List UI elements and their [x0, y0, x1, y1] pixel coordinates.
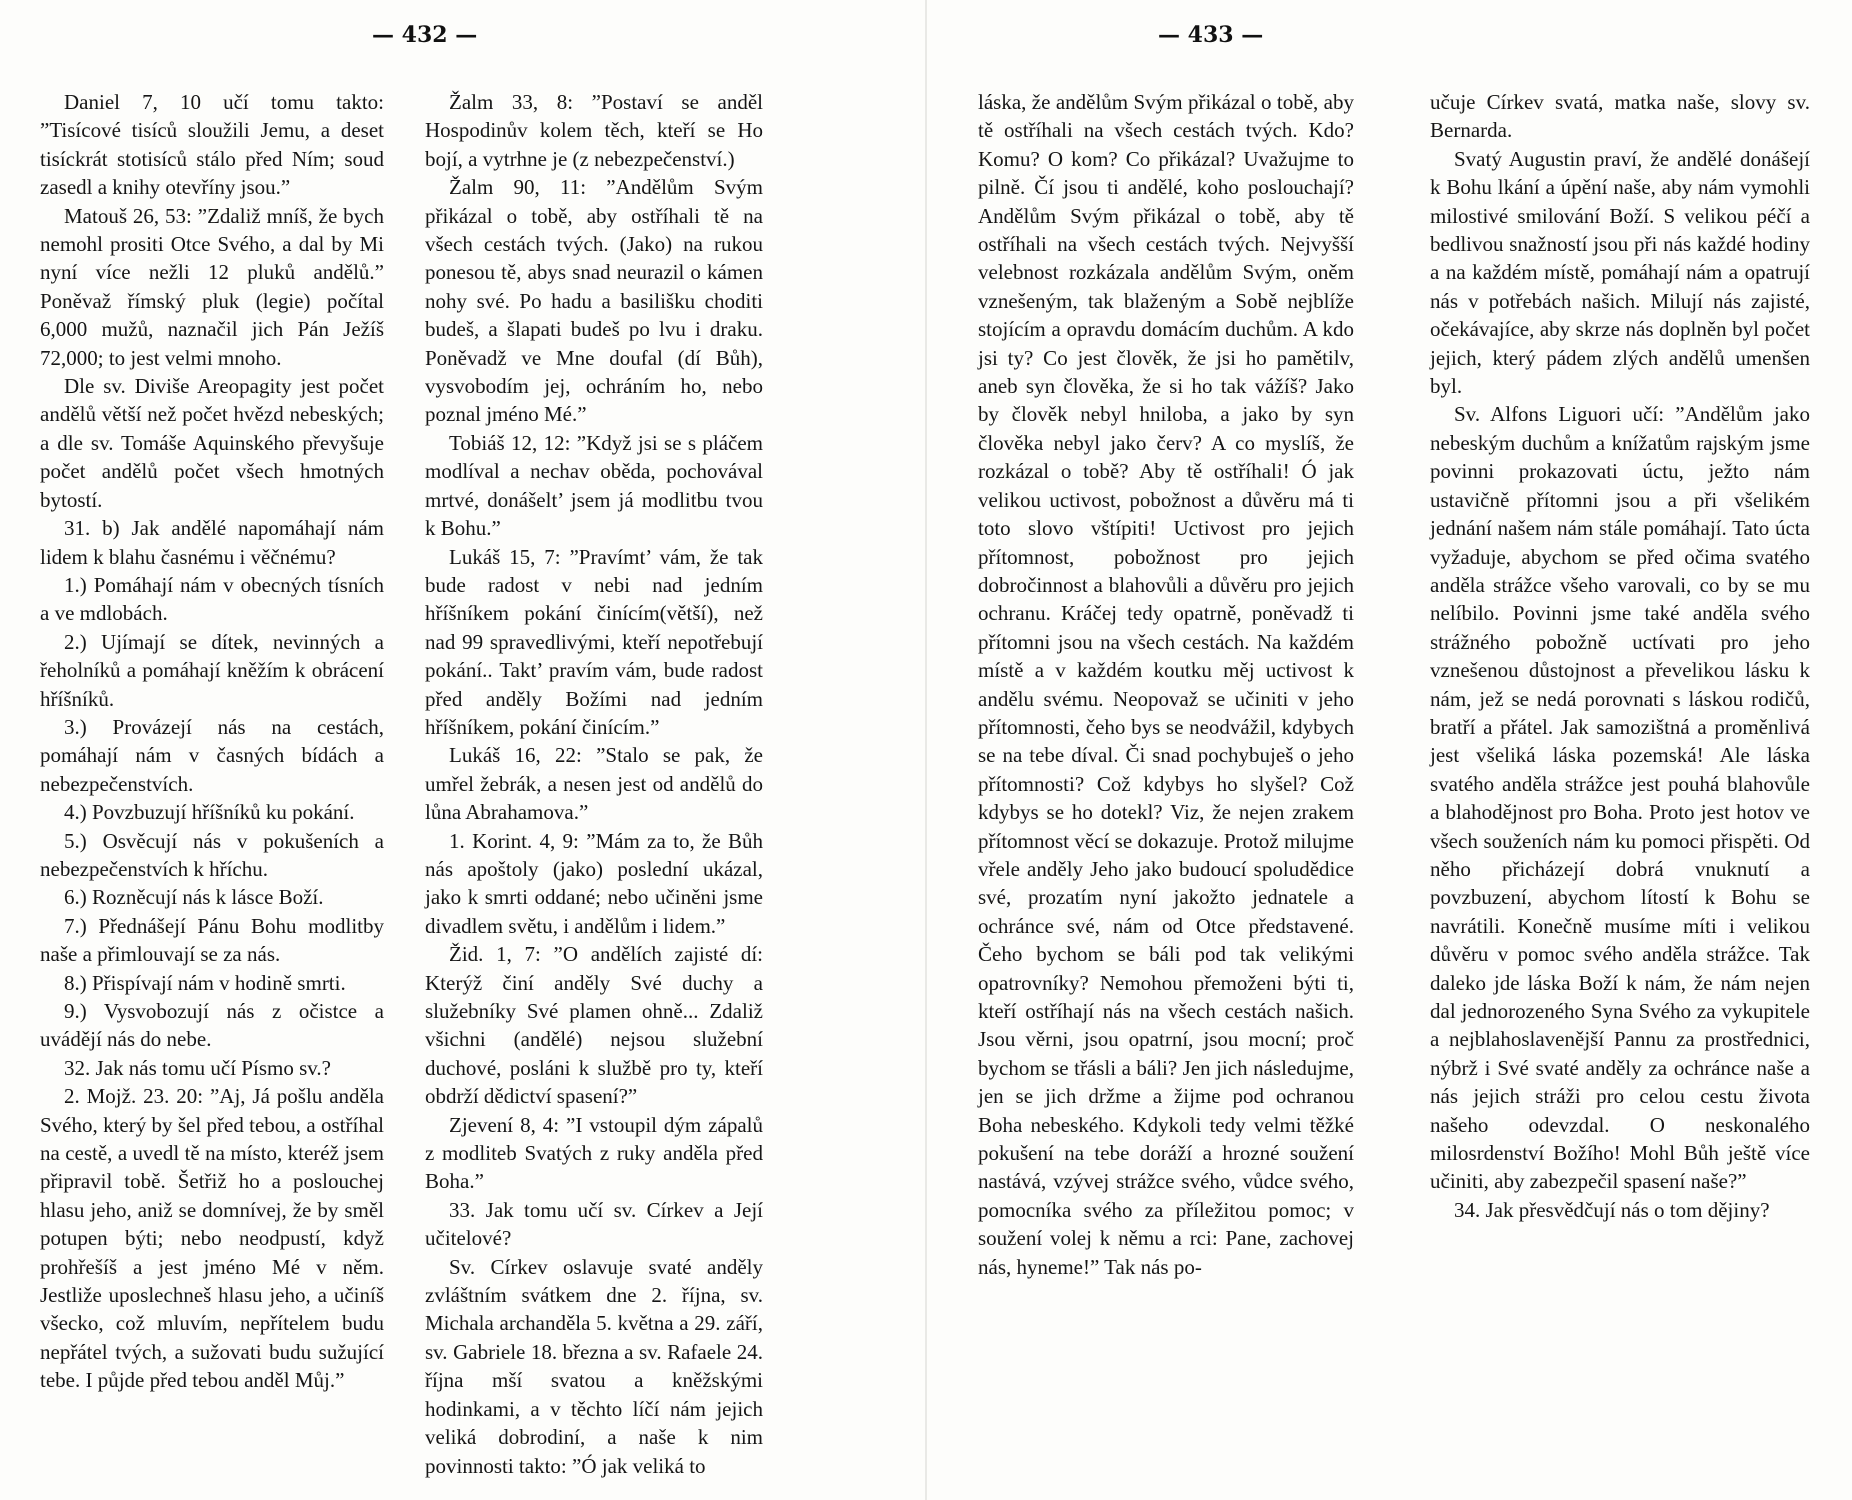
book-gutter	[925, 0, 927, 1500]
paragraph: Sv. Církev oslavuje svaté anděly zvláštním svátkem dne 2. října, sv. Michala archanděla 5. května a 29. září, sv. Gabriele 18. března a sv. Rafaele 24. října mší svatou a kněžskými hodinkami, a v těchto líčí nám jejich veliká dobrodiní, a naše k nim povinnosti takto: ”Ó jak veliká to	[425, 1254, 763, 1478]
question-heading: 33. Jak tomu učí sv. Církev a Její učitelové?	[425, 1197, 763, 1251]
list-item: 7.) Přednášejí Pánu Bohu modlitby naše a přimlouvají se za nás.	[40, 913, 384, 967]
paragraph: Dle sv. Diviše Areopagity jest počet andělů větší než počet hvězd nebeských; a dle sv. Tomáše Aquinského převyšuje počet andělů počet všech hmotných bytostí.	[40, 374, 384, 512]
column-3	[978, 88, 1354, 1281]
column-1	[40, 88, 384, 1395]
list-item: 1.) Pomáhají nám v obecných tísních a ve mdlobách.	[40, 572, 384, 626]
paragraph: Matouš 26, 53: ”Zdaliž mníš, že bych nemohl prositi Otce Svého, a dal by Mi nyní více nežli 12 pluků andělů.” Poněvaž římský pluk (legie) počítal 6,000 mužů, naznačil jich Pán Ježíš 72,000; to jest velmi mnoho.	[40, 203, 384, 370]
paragraph: Žid. 1, 7: ”O andělích zajisté dí: Kterýž činí anděly Své duchy a služebníky Své plamen ohně... Zdaliž všichni (andělé) nejsou služební duchové, posláni k službě pro ty, kteří obdrží dědictví spasení?”	[425, 942, 763, 1109]
column-2	[425, 88, 763, 1480]
question-heading: 34. Jak přesvědčují nás o tom dějiny?	[1454, 1197, 1770, 1222]
list-item: 8.) Přispívají nám v hodině smrti.	[64, 970, 346, 995]
paragraph: učuje Církev svatá, matka naše, slovy sv. Bernarda.	[1430, 90, 1810, 143]
paragraph: Lukáš 16, 22: ”Stalo se pak, že umřel žebrák, a nesen jest od andělů do lůna Abrahamova.”	[425, 743, 763, 825]
paragraph: Žalm 90, 11: ”Andělům Svým přikázal o tobě, aby ostříhali tě na všech cestách tvých. (Jako) na rukou ponesou tě, abys snad neurazil o kámen nohy své. Po hadu a basilišku choditi budeš, a šlapati budeš po lvu i draku. Poněvadž ve Mne doufal (dí Bůh), vysvobodím jej, ochráním ho, nebo poznal jméno Mé.”	[425, 175, 763, 427]
list-item: 9.) Vysvobozují nás z očistce a uvádějí nás do nebe.	[40, 999, 384, 1052]
paragraph: 2. Mojž. 23. 20: ”Aj, Já pošlu anděla Svého, který by šel před tebou, a ostříhal na cestě, a uvedl tě na místo, kteréž jsem připravil tobě. Šetřiž ho a poslouchej hlasu jeho, aniž se domnívej, že by směl potupen býti; nebo neodpustí, když prohřešíš a jest jméno Mé v něm. Jestliže uposlechneš hlasu jeho, a učiníš všecko, což mluvím, nepřítelem budu nepřátel tvých, a sužovati budu sužující tebe. I půjde před tebou anděl Můj.”	[40, 1084, 384, 1393]
list-item: 4.) Povzbuzují hříšníků ku pokání.	[64, 800, 355, 825]
list-item: 3.) Provázejí nás na cestách, pomáhají nám v časných bídách a nebezpečenstvích.	[40, 714, 384, 796]
list-item: 5.) Osvěcují nás v pokušeních a nebezpečenstvích k hříchu.	[40, 828, 384, 881]
paragraph: Tobiáš 12, 12: ”Když jsi se s pláčem modlíval a nechav oběda, pochovával mrtvé, donášelt’ jsem já modlitbu tvou k Bohu.”	[425, 430, 763, 541]
paragraph: Sv. Alfons Liguori učí: ”Andělům jako nebeským duchům a knížatům rajským jsme povinni prokazovati úctu, ježto nám ustavičně přítomni jsou a při všelikém jednání našem nám stále pomáhají. Tato úcta vyžaduje, abychom se před očima svatého anděla strážce všeho varovali, co by se mu nelíbilo. Povinni jsme také anděla svého strážného pobožně uctívati pro jeho vznešenou důstojnost a převelikou lásku k nám, jež se nedá porovnati s láskou rodičů, bratří a přátel. Jak samozištná a proměnlivá jest všeliká láska pozemská! Ale láska svatého anděla strážce jest pouhá blahovůle a blahodějnost pro Boha. Proto jest hotov ve všech souženích nám ku pomoci přispěti. Od něho přicházejí dobrá vnuknutí a povzbuzení, abychom lítostí k Bohu se navrátili. Konečně musíme míti i velikou důvěru v pomoc svého anděla strážce. Tak daleko jde láska Boží k nám, že nám nejen dal jednorozeného Syna Svého za vykupitele a nejblahoslavenější Pannu za prostřednici, nýbrž i Své svaté anděly za ochránce naše a nás jejich stráži pro celou cestu života našeho odevzdal. O neskonalého milosrdenství Božího! Mohl Bůh ještě více učiniti, aby zabezpečil spasení naše?”	[1430, 402, 1810, 1194]
page-number-left: — 432 —	[372, 22, 478, 48]
paragraph: láska, že andělům Svým přikázal o tobě, aby tě ostříhali na všech cestách tvých. Kdo? Komu? O kom? Co přikázal? Uvažujme to pilně. Čí jsou ti andělé, koho poslouchají? Andělům Svým přikázal o tobě, aby tě ostříhali na všech cestách tvých. Nejvyšší velebnost rozkázala andělům Svým, oněm vznešeným, tak blaženým a Sobě nejblíže stojícím a opravdu domácím duchům. A kdo jsi ty? Co jest člověk, že jsi ho pamětilv, aneb syn člověka, že si ho tak vážíš? Jako by člověk nebyl hniloba, a jako by syn člověka nebyl jako červ? A co myslíš, že rozkázal o tobě? Aby tě ostříhali! Ó jak velikou uctivost, pobožnost a důvěru má ti toto slovo vštípiti! Uctivost pro jejich přítomnost, pobožnost pro jejich dobročinnost a blahovůli a důvěru pro jejich ochranu. Kráčej tedy opatrně, poněvadž ti přítomni jsou na všech cestách. Na každém místě a v každém koutku měj uctivost k andělu svému. Neopovaž se učiniti v jeho přítomnosti, čeho bys se neodvážil, kdybych se na tebe díval. Či snad pochybuješ o jeho přítomnosti? Což kdybys ho slyšel? Což kdybys se ho dotekl? Viz, že nejen zrakem přítomnost věcí se dokazuje. Protož milujme vřele anděly Jeho jako budoucí spoludědice své, prozatím nyní jakožto jednatele a ochránce své, nám od Otce představené. Čeho bychom se báli pod tak velikými opatrovníky? Nemohou přemoženi býti ti, kteří ostříhají nás na všech cestách našich. Jsou věrni, jsou opatrní, jsou mocní; proč bychom se třásli a báli? Jen jich následujme, jen se jich držme a žijme pod ochranou Boha nebeského. Kdykoli tedy velmi těžké pokušení na tebe doráží a hrozné soužení nastává, vzývej strážce svého, vůdce svého, pomocníka svého za příležitou pomoc; v soužení volej k němu a rci: Pane, zachovej nás, hyneme!” Tak nás po-	[978, 90, 1354, 1279]
paragraph: 1. Korint. 4, 9: ”Mám za to, že Bůh nás apoštoly (jako) poslední ukázal, jako k smrti oddané; nebo učiněni jsme divadlem světu, i andělům i lidem.”	[425, 828, 763, 938]
question-heading: 31. b) Jak andělé napomáhají nám lidem k blahu časnému i věčnému?	[40, 516, 384, 569]
list-item: 2.) Ujímají se dítek, nevinných a řeholníků a pomáhají kněžím k obrácení hříšníků.	[40, 629, 384, 711]
paragraph: Svatý Augustin praví, že andělé donášejí k Bohu lkání a úpění naše, aby nám vymohli milostivé smilování Boží. S velikou péčí a bedlivou snažností jsou při nás každé hodiny a na každém místě, pomáhají nám a opatrují nás v potřebách našich. Milují nás zajisté, očekávajíce, aby skrze nás doplněn byl počet jejich, který pádem zlých andělů umenšen byl.	[1430, 146, 1810, 399]
page-number-right: — 433 —	[1158, 22, 1264, 48]
column-4	[1430, 88, 1810, 1224]
paragraph: Lukáš 15, 7: ”Pravímt’ vám, že tak bude radost v nebi nad jedním hříšníkem pokání činícím(větší), než nad 99 spravedlivými, kteří nepotřebují pokání.. Takt’ pravím vám, bude radost před anděly Božími nad jedním hříšníkem, pokání činícím.”	[425, 544, 763, 739]
paragraph: Žalm 33, 8: ”Postaví se anděl Hospodinův kolem těch, kteří se Ho bojí, a vytrhne je (z nebezpečenství.)	[425, 90, 763, 171]
question-heading: 32. Jak nás tomu učí Písmo sv.?	[64, 1055, 331, 1080]
list-item: 6.) Rozněcují nás k lásce Boží.	[64, 885, 324, 910]
paragraph: Zjevení 8, 4: ”I vstoupil dým zápalů z modliteb Svatých z ruky anděla před Boha.”	[425, 1112, 763, 1194]
paragraph: Daniel 7, 10 učí tomu takto: ”Tisícové tisíců sloužili Jemu, a deset tisíckrát stotisíců stálo před Ním; soud zasedl a knihy otevříny jsou.”	[40, 90, 384, 200]
